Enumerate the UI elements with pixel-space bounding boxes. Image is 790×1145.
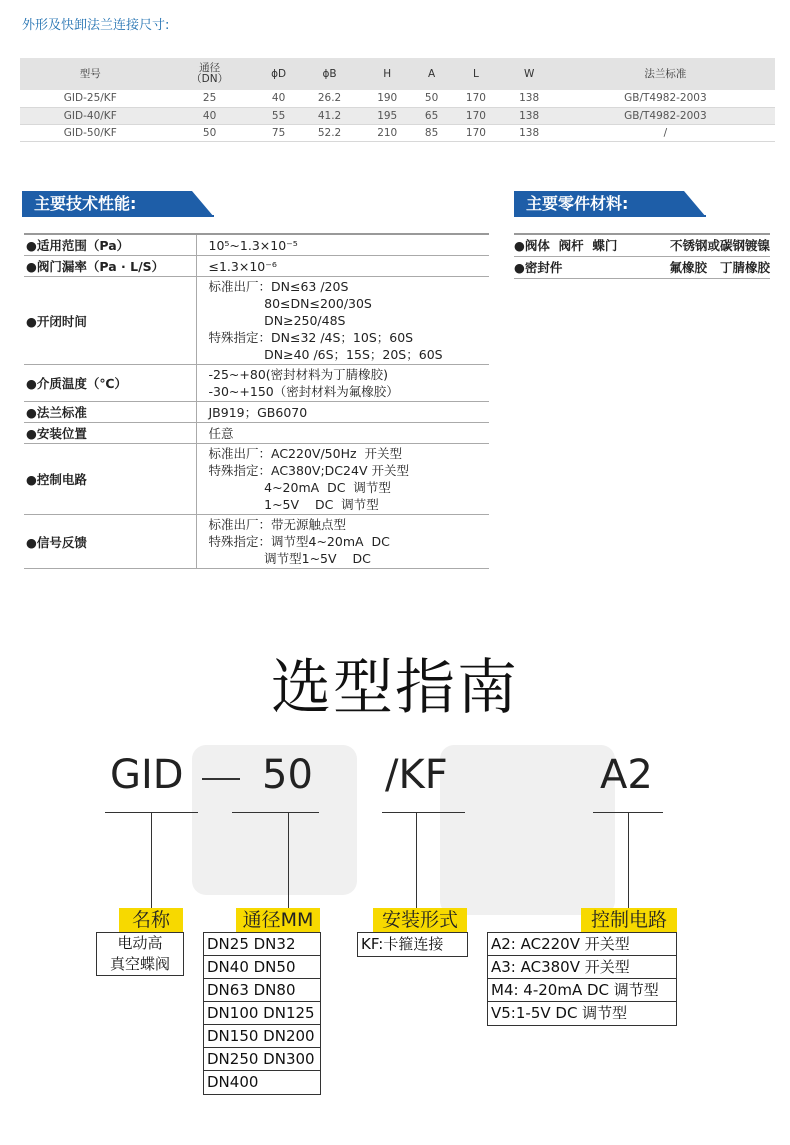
- table-cell: 26.2: [299, 90, 361, 107]
- dim-header-cell: H: [361, 58, 414, 90]
- perf-value-line: DN≥250/48S: [208, 313, 346, 328]
- perf-value-line: 特殊指定：AC380V;DC24V 开关型: [208, 463, 409, 478]
- dn-options-box: [203, 932, 321, 1095]
- table-row: [20, 107, 775, 124]
- perf-row: [24, 402, 489, 423]
- table-cell: /: [556, 124, 775, 141]
- option-row: KF:卡箍连接: [361, 935, 444, 953]
- table-cell: 25: [161, 90, 259, 107]
- perf-value-line: 1~5V DC 调节型: [208, 497, 379, 512]
- dim-header-cell: 法兰标准: [556, 58, 775, 90]
- underline: [232, 812, 319, 813]
- perf-row: [24, 256, 489, 277]
- name-box: [96, 932, 184, 976]
- materials-table: [514, 233, 770, 279]
- table-cell: 40: [161, 107, 259, 124]
- option-row: DN400: [207, 1073, 259, 1091]
- material-row: [514, 234, 770, 256]
- perf-value-line: JB919；GB6070: [208, 404, 308, 420]
- table-cell: 55: [259, 107, 299, 124]
- table-cell: 52.2: [299, 124, 361, 141]
- label-dn: 通径MM: [236, 908, 320, 933]
- option-row: DN250 DN300: [204, 1048, 320, 1071]
- perf-key: ●阀门漏率（Pa · L/S）: [24, 256, 196, 277]
- perf-value-line: 特殊指定：DN≤32 /4S；10S；60S: [208, 330, 414, 345]
- table-cell: 50: [414, 90, 450, 107]
- table-cell: 41.2: [299, 107, 361, 124]
- connector: [151, 812, 152, 908]
- perf-key: ●控制电路: [24, 444, 196, 515]
- table-cell: 50: [161, 124, 259, 141]
- perf-key: ●介质温度（℃）: [24, 365, 196, 402]
- table-row: [20, 90, 775, 107]
- performance-banner: [22, 191, 214, 217]
- divider: [514, 215, 706, 217]
- connector: [416, 812, 417, 908]
- perf-value-line: ≤1.3×10⁻⁶: [208, 258, 277, 274]
- table-cell: 190: [361, 90, 414, 107]
- code-control: A2: [600, 752, 653, 798]
- perf-value-line: -30~+150（密封材料为氟橡胶）: [208, 384, 399, 399]
- performance-table: [24, 233, 489, 569]
- materials-banner: [514, 191, 706, 217]
- underline: [382, 812, 465, 813]
- selection-guide-title: 选型指南: [271, 653, 519, 723]
- dim-header-cell: 型号: [20, 58, 161, 90]
- perf-value-line: 调节型1~5V DC: [208, 551, 371, 566]
- table-cell: GB/T4982-2003: [556, 90, 775, 107]
- perf-value: [196, 365, 489, 402]
- perf-value: [196, 402, 489, 423]
- perf-key: ●信号反馈: [24, 515, 196, 569]
- dim-header-cell: ϕD: [259, 58, 299, 90]
- table-cell: 40: [259, 90, 299, 107]
- option-row: M4: 4-20mA DC 调节型: [488, 979, 676, 1002]
- perf-value-line: 10⁵~1.3×10⁻⁵: [208, 237, 298, 253]
- table-cell: 85: [414, 124, 450, 141]
- label-mount: 安装形式: [373, 908, 467, 933]
- perf-row: [24, 234, 489, 256]
- perf-value-line: 标准出厂：带无源触点型: [208, 517, 347, 532]
- dim-header-cell: L: [449, 58, 502, 90]
- perf-value-line: 任意: [208, 425, 234, 441]
- option-row: DN40 DN50: [204, 956, 320, 979]
- perf-key: ●适用范围（Pa）: [24, 234, 196, 256]
- table-cell: 138: [503, 107, 556, 124]
- option-row: DN25 DN32: [204, 933, 320, 956]
- perf-value: [196, 515, 489, 569]
- perf-row: [24, 277, 489, 365]
- code-mount: /KF: [385, 752, 448, 798]
- option-row: DN63 DN80: [204, 979, 320, 1002]
- dim-header-cell: W: [503, 58, 556, 90]
- dim-header-cell: 通径 （DN）: [161, 58, 259, 90]
- materials-title: 主要零件材料:: [526, 194, 629, 213]
- perf-row: [24, 444, 489, 515]
- option-row: A2: AC220V 开关型: [488, 933, 676, 956]
- table-cell: 195: [361, 107, 414, 124]
- name-line: 真空蝶阀: [109, 955, 170, 973]
- perf-key: ●安装位置: [24, 423, 196, 444]
- control-options-box: [487, 932, 677, 1026]
- section-heading: 外形及快卸法兰连接尺寸:: [22, 18, 170, 33]
- material-part: ●密封件: [514, 256, 639, 278]
- perf-value: [196, 256, 489, 277]
- table-cell: GID-40/KF: [20, 107, 161, 124]
- dimension-table: [20, 58, 775, 142]
- perf-key: ●法兰标准: [24, 402, 196, 423]
- material-value: 氟橡胶 丁腈橡胶: [639, 256, 770, 278]
- perf-value: [196, 444, 489, 515]
- code-dash: [202, 778, 240, 780]
- name-line: 电动高: [117, 934, 163, 952]
- code-dn: 50: [262, 752, 313, 798]
- table-cell: GID-50/KF: [20, 124, 161, 141]
- label-name: 名称: [119, 908, 183, 933]
- perf-value-line: DN≥40 /6S；15S；20S；60S: [208, 347, 443, 362]
- mount-options-box: [357, 932, 468, 957]
- table-cell: 170: [449, 90, 502, 107]
- option-row: V5:1-5V DC 调节型: [491, 1004, 628, 1022]
- perf-value-line: 特殊指定：调节型4~20mA DC: [208, 534, 390, 549]
- table-row: [20, 124, 775, 141]
- option-row: A3: AC380V 开关型: [488, 956, 676, 979]
- perf-value: [196, 423, 489, 444]
- connector: [288, 812, 289, 908]
- perf-value-line: 80≤DN≤200/30S: [208, 296, 372, 311]
- material-row: [514, 256, 770, 278]
- dim-header-cell: A: [414, 58, 450, 90]
- option-row: DN100 DN125: [204, 1002, 320, 1025]
- table-cell: 75: [259, 124, 299, 141]
- valve-image-faded: [440, 745, 615, 915]
- table-cell: 138: [503, 124, 556, 141]
- table-cell: 138: [503, 90, 556, 107]
- perf-value-line: 标准出厂：AC220V/50Hz 开关型: [208, 446, 402, 461]
- connector: [628, 812, 629, 908]
- code-model: GID: [110, 752, 184, 798]
- perf-key: ●开闭时间: [24, 277, 196, 365]
- label-control: 控制电路: [581, 908, 677, 933]
- table-cell: GID-25/KF: [20, 90, 161, 107]
- perf-value: [196, 277, 489, 365]
- material-part: ●阀体 阀杆 蝶门: [514, 234, 639, 256]
- table-cell: 170: [449, 107, 502, 124]
- material-value: 不锈钢或碳钢镀镍: [639, 234, 770, 256]
- perf-value: [196, 234, 489, 256]
- perf-row: [24, 423, 489, 444]
- table-cell: 210: [361, 124, 414, 141]
- option-row: DN150 DN200: [204, 1025, 320, 1048]
- perf-value-line: 标准出厂：DN≤63 /20S: [208, 279, 349, 294]
- divider: [22, 215, 214, 217]
- dim-header-cell: ϕB: [299, 58, 361, 90]
- perf-value-line: 4~20mA DC 调节型: [208, 480, 391, 495]
- perf-value-line: -25~+80(密封材料为丁腈橡胶): [208, 367, 389, 382]
- table-cell: 170: [449, 124, 502, 141]
- table-cell: 65: [414, 107, 450, 124]
- performance-title: 主要技术性能:: [34, 194, 137, 213]
- perf-row: [24, 515, 489, 569]
- perf-row: [24, 365, 489, 402]
- table-cell: GB/T4982-2003: [556, 107, 775, 124]
